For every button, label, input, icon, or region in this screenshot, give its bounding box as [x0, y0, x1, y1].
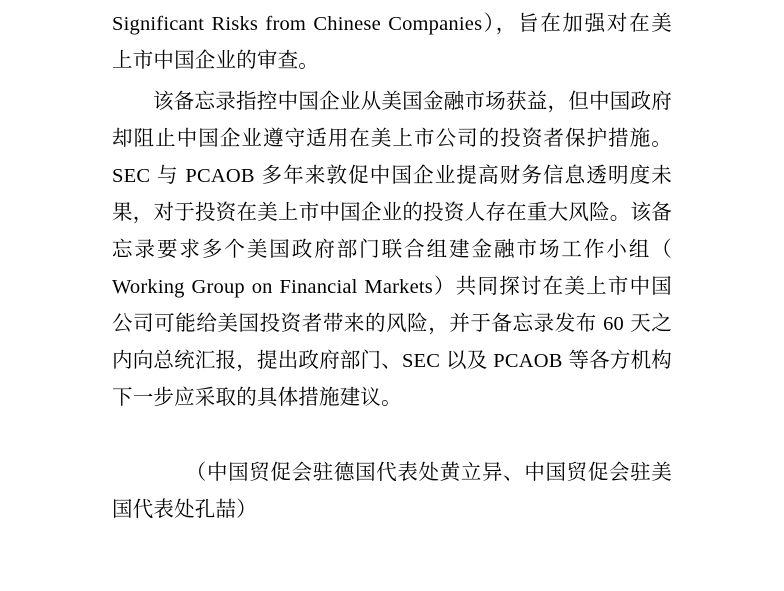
paragraph-continued: Significant Risks from Chinese Companies），旨在加强对在美上市中国企业的审查。 [112, 13, 672, 72]
paragraph-spacer [112, 417, 672, 455]
document-body [112, 0, 672, 529]
closing-attribution: （中国贸促会驻德国代表处黄立异、中国贸促会驻美国代表处孔喆） [112, 462, 672, 521]
paragraph-main: 该备忘录指控中国企业从美国金融市场获益，但中国政府却阻止中国企业遵守适用在美上市公司的投资者保护措施。SEC 与 PCAOB 多年来敦促中国企业提高财务信息透明度未果，对于投资在美上市中国企业的投资人存在重大风险。该备忘录要求多个美国政府部门联合组建金融市场工作小组（ Working Group on Financial Markets）共同探讨在美上市中国公司可能给美国投资者带来的风险，并于备忘录发布 60 天之内向总统汇报，提出政府部门、SEC 以及 PCAOB 等各方机构下一步应采取的具体措施建议。 [112, 91, 672, 409]
